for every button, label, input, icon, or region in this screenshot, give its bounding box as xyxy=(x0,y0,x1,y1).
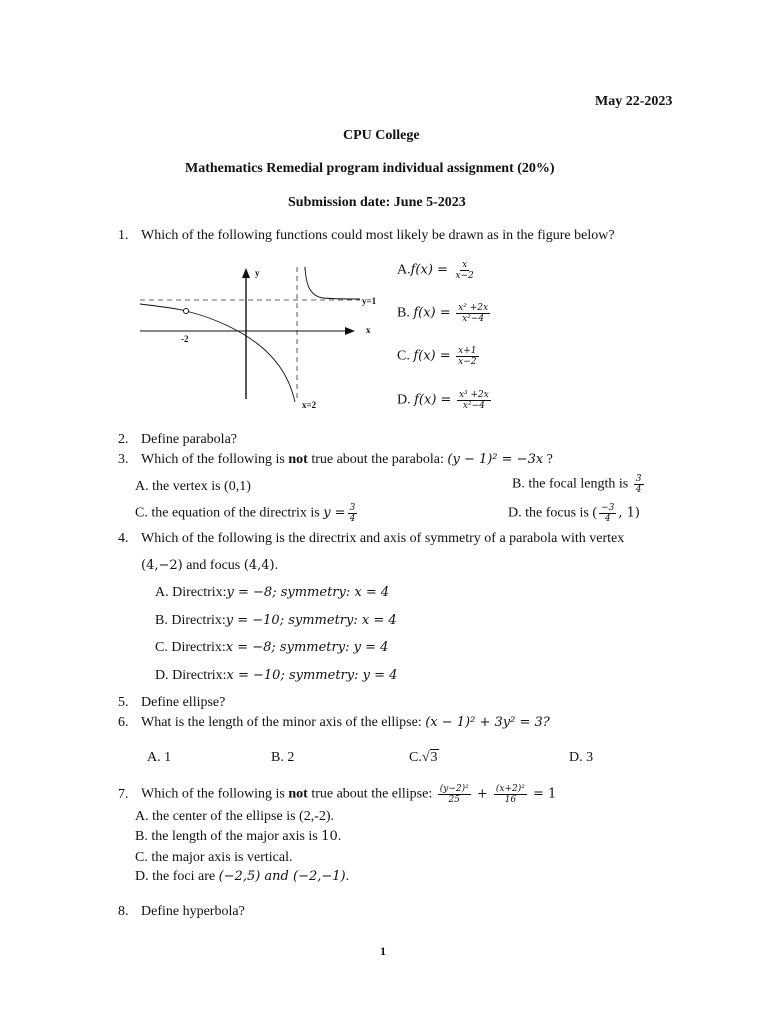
q3-option-d: D. the focus is ( $\frac{-3}{4}$ , 1) xyxy=(508,503,640,524)
graph-label-asymptote-v: x=2 xyxy=(302,400,317,410)
question-2: 2. Define parabola? xyxy=(118,432,237,447)
q6-option-b: B. 2 xyxy=(271,750,295,765)
question-text: Which of the following functions could most likely be drawn as in the figure below? xyxy=(141,228,615,243)
q6-option-d: D. 3 xyxy=(569,750,594,765)
function-graph xyxy=(135,262,375,417)
graph-label-hole-x: -2 xyxy=(181,334,189,344)
document-date: May 22-2023 xyxy=(595,94,673,109)
q1-option-c: C. f(x) = $\frac{x+1}{x-2}$ xyxy=(397,346,477,367)
question-4: 4. Which of the following is the directrix and axis of symmetry of a parabola with vertex xyxy=(118,531,625,546)
q1-option-a: A.f(x) = $\frac{x}{x-2}$ xyxy=(397,260,474,281)
q6-option-a: A. 1 xyxy=(147,750,172,765)
q7-option-d: D. the foci are (−2,5) and (−2,−1). xyxy=(135,869,350,884)
q4-option-d: D. Directrix:x = −10; symmetry: y = 4 xyxy=(155,668,398,683)
q4-option-b: B. Directrix:y = −10; symmetry: x = 4 xyxy=(155,613,397,628)
submission-date: Submission date: June 5-2023 xyxy=(288,195,466,210)
question-number: 1. xyxy=(118,228,129,243)
hole-point xyxy=(184,309,189,314)
question-3: 3. Which of the following is not true about the parabola: (y − 1)² = −3x ? xyxy=(118,452,553,467)
q7-option-a: A. the center of the ellipse is (2,-2). xyxy=(135,809,335,824)
page-number: 1 xyxy=(380,944,386,958)
q3-option-b: B. the focal length is $\frac{3}{4}$ xyxy=(512,474,642,495)
college-name: CPU College xyxy=(343,128,420,143)
q7-option-b: B. the length of the major axis is 10. xyxy=(135,829,342,844)
q4-option-c: C. Directrix:x = −8; symmetry: y = 4 xyxy=(155,640,389,655)
assignment-title: Mathematics Remedial program individual assignment (20%) xyxy=(185,161,555,176)
graph-label-asymptote-h: y=1 xyxy=(362,296,377,306)
q1-option-b: B. f(x) = $\frac{\text{x² +2x}}{\text{x²−4}}$ xyxy=(397,303,489,324)
graph-label-y: y xyxy=(255,268,260,278)
q7-option-c: C. the major axis is vertical. xyxy=(135,850,293,865)
question-6: 6. What is the length of the minor axis of the ellipse: (x − 1)² + 3y² = 3? xyxy=(118,715,550,730)
left-branch-curve xyxy=(140,304,295,402)
q3-option-a: A. the vertex is (0,1) xyxy=(135,479,251,494)
question-1 xyxy=(118,228,615,244)
question-7: 7. Which of the following is not true about the ellipse: $\frac{\text{(y−2)²}}{25}$ + $\frac{\text{(x+2)²}}{16}$ = 1 xyxy=(118,784,557,805)
question-8: 8. Define hyperbola? xyxy=(118,904,245,919)
q6-option-c: C.√3 xyxy=(409,750,438,765)
right-branch-curve xyxy=(305,267,360,299)
graph-label-x: x xyxy=(366,325,371,335)
question-5: 5. Define ellipse? xyxy=(118,695,226,710)
q3-option-c: C. the equation of the directrix is y = $\frac{3}{4}$ xyxy=(135,503,356,524)
q1-option-d: D. f(x) = $\frac{\text{x³ +2x}}{\text{x²−4}}$ xyxy=(397,390,489,411)
q4-line-2: (4,−2) and focus (4,4). xyxy=(141,558,279,573)
x-axis-arrow xyxy=(345,327,355,335)
q4-option-a: A. Directrix:y = −8; symmetry: x = 4 xyxy=(155,585,390,600)
y-axis-arrow xyxy=(242,268,250,278)
